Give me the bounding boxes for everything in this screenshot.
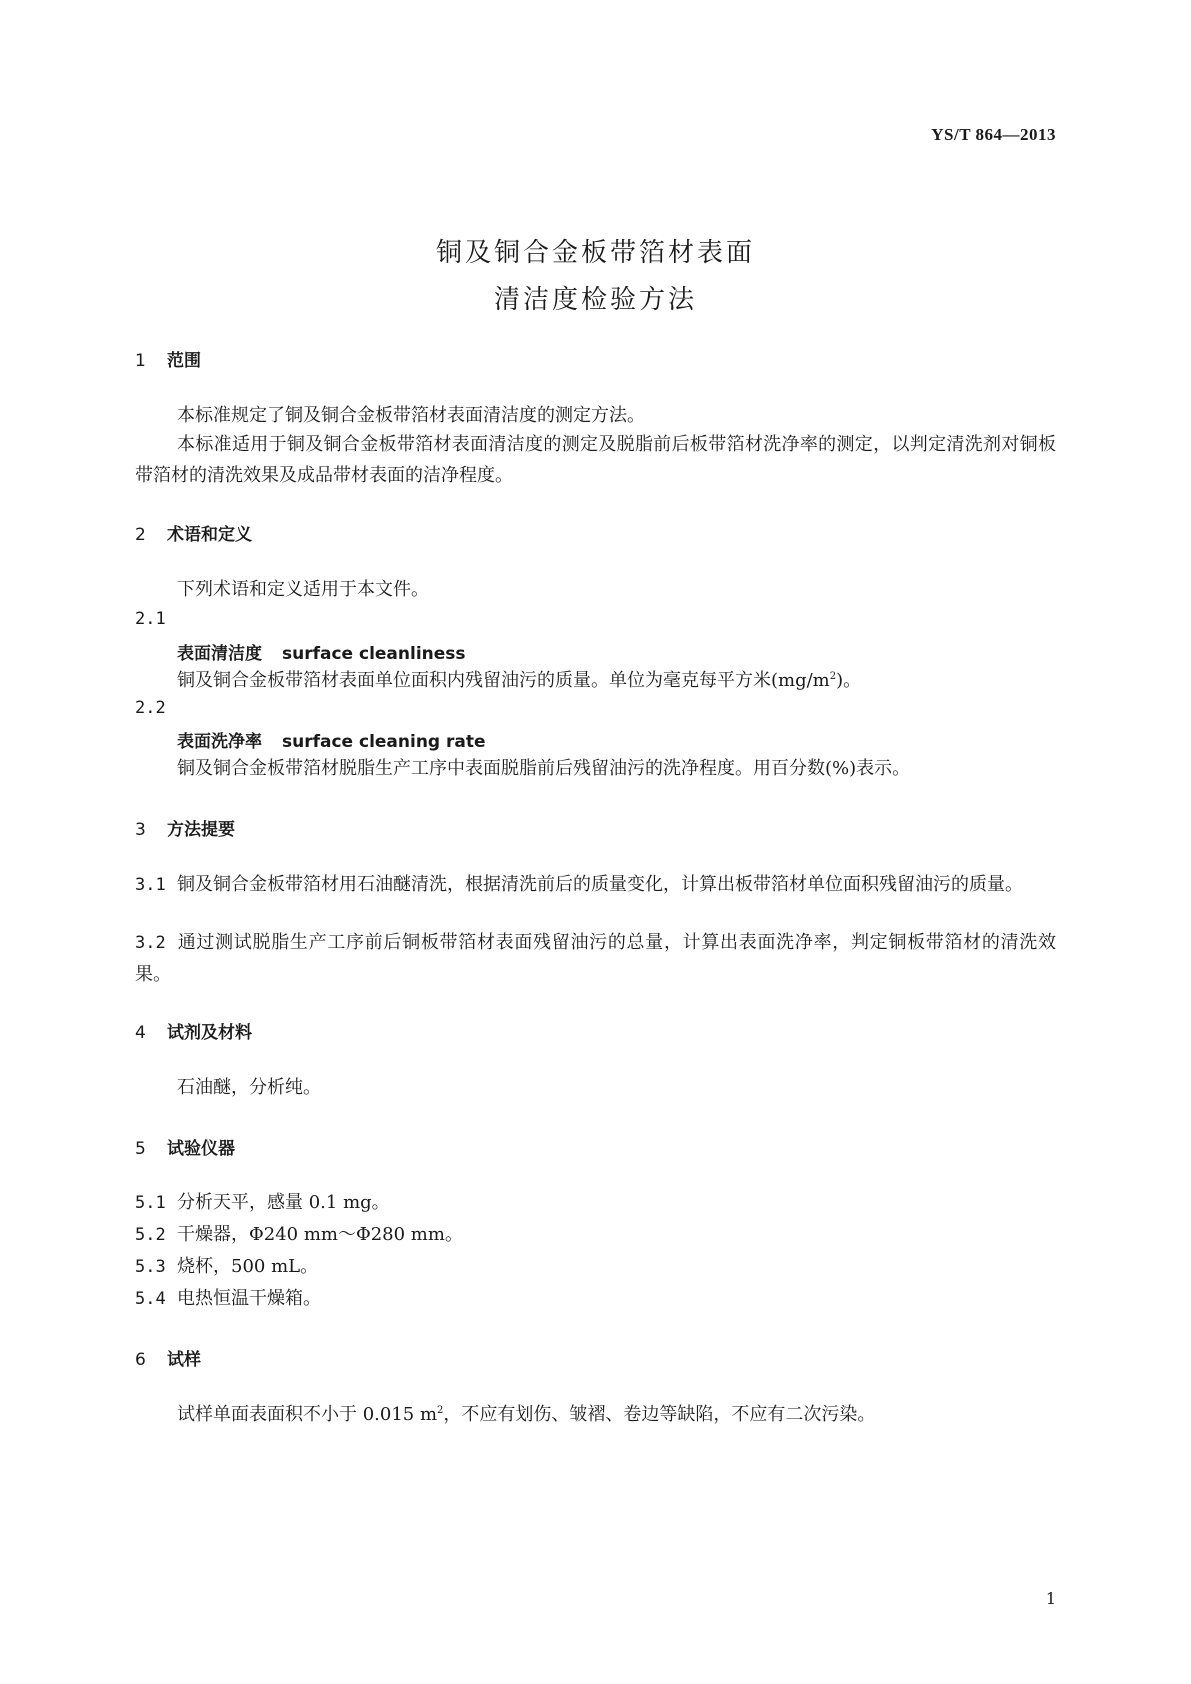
- clause-text: 电热恒温干燥箱。: [177, 1288, 321, 1309]
- section-2-intro: 下列术语和定义适用于本文件。: [177, 579, 429, 600]
- standard-code: YS/T 864—2013: [931, 125, 1056, 144]
- paragraph-text-end: ，不应有划伤、皱褶、卷边等缺陷，不应有二次污染。: [443, 1404, 876, 1425]
- clause-2-1-number: 2.1: [135, 609, 166, 629]
- term-english: surface cleaning rate: [282, 732, 486, 752]
- clause-text: 烧杯，500 mL。: [177, 1256, 319, 1277]
- clause-2-2-number: 2.2: [135, 698, 166, 718]
- section-number: 4: [135, 1023, 146, 1043]
- clause-text: 通过测试脱脂生产工序前后铜板带箔材表面残留油污的总量，计算出表面洗净率，判定铜板带箔材的清洗效果。: [135, 932, 1056, 985]
- clause-5-3: [135, 1252, 318, 1278]
- clause-text: 干燥器，Φ240 mm～Φ280 mm。: [177, 1224, 463, 1245]
- section-title: 试剂及材料: [167, 1023, 252, 1043]
- section-1-paragraph-1: 本标准规定了铜及铜合金板带箔材表面清洁度的测定方法。: [177, 405, 645, 426]
- clause-3-2: [135, 927, 1056, 990]
- paragraph-text: 试样单面表面积不小于 0.015 m: [177, 1404, 438, 1425]
- section-1-paragraph-2: 本标准适用于铜及铜合金板带箔材表面清洁度的测定及脱脂前后板带箔材洗净率的测定，以判定清洗剂对铜板带箔材的清洗效果及成品带材表面的洁净程度。: [135, 434, 1056, 486]
- term-chinese: 表面清洁度: [177, 644, 262, 664]
- section-number: 3: [135, 820, 146, 840]
- definition-text: 铜及铜合金板带箔材表面单位面积内残留油污的质量。单位为毫克每平方米(mg/m: [177, 670, 830, 691]
- term-chinese: 表面洗净率: [177, 732, 262, 752]
- section-6-paragraph: [177, 1400, 875, 1426]
- term-2-1: [177, 639, 466, 664]
- definition-text-end: )。: [836, 670, 862, 691]
- superscript: 2: [829, 671, 837, 682]
- superscript: 2: [437, 1405, 444, 1416]
- clause-5-4: [135, 1284, 321, 1310]
- section-4-heading: [135, 1018, 252, 1043]
- section-title: 试样: [167, 1350, 201, 1370]
- section-3-heading: [135, 815, 235, 840]
- section-5-heading: [135, 1134, 235, 1159]
- term-english: surface cleanliness: [282, 644, 466, 664]
- clause-5-1: [135, 1188, 390, 1214]
- section-4-paragraph: 石油醚，分析纯。: [177, 1077, 321, 1098]
- section-number: 5: [135, 1139, 146, 1159]
- section-title: 术语和定义: [167, 525, 252, 545]
- term-2-1-definition: [177, 666, 861, 692]
- section-number: 1: [135, 351, 146, 371]
- clause-number: 3.2: [135, 933, 166, 953]
- doc-title-line1: 铜及铜合金板带箔材表面: [435, 238, 755, 268]
- clause-number: 5.2: [135, 1225, 166, 1245]
- clause-number: 5.1: [135, 1193, 166, 1213]
- section-1-heading: [135, 346, 201, 371]
- clause-3-1: [135, 869, 1056, 901]
- section-6-heading: [135, 1345, 201, 1370]
- clause-text: 铜及铜合金板带箔材用石油醚清洗，根据清洗前后的质量变化，计算出板带箔材单位面积残留油污的质量。: [177, 874, 1023, 895]
- section-2-heading: [135, 520, 252, 545]
- doc-title-line2: 清洁度检验方法: [493, 285, 697, 315]
- section-number: 6: [135, 1350, 146, 1370]
- page-number: 1: [1045, 1589, 1056, 1608]
- term-2-2-definition: 铜及铜合金板带箔材脱脂生产工序中表面脱脂前后残留油污的洗净程度。用百分数(%)表示。: [177, 758, 911, 779]
- section-number: 2: [135, 525, 146, 545]
- clause-5-2: [135, 1220, 463, 1246]
- section-title: 试验仪器: [167, 1139, 235, 1159]
- term-2-2: [177, 727, 486, 752]
- clause-number: 5.3: [135, 1257, 166, 1277]
- section-title: 方法提要: [167, 820, 235, 840]
- clause-number: 3.1: [135, 875, 166, 895]
- clause-text: 分析天平，感量 0.1 mg。: [177, 1192, 390, 1213]
- section-title: 范围: [167, 351, 201, 371]
- clause-number: 5.4: [135, 1289, 166, 1309]
